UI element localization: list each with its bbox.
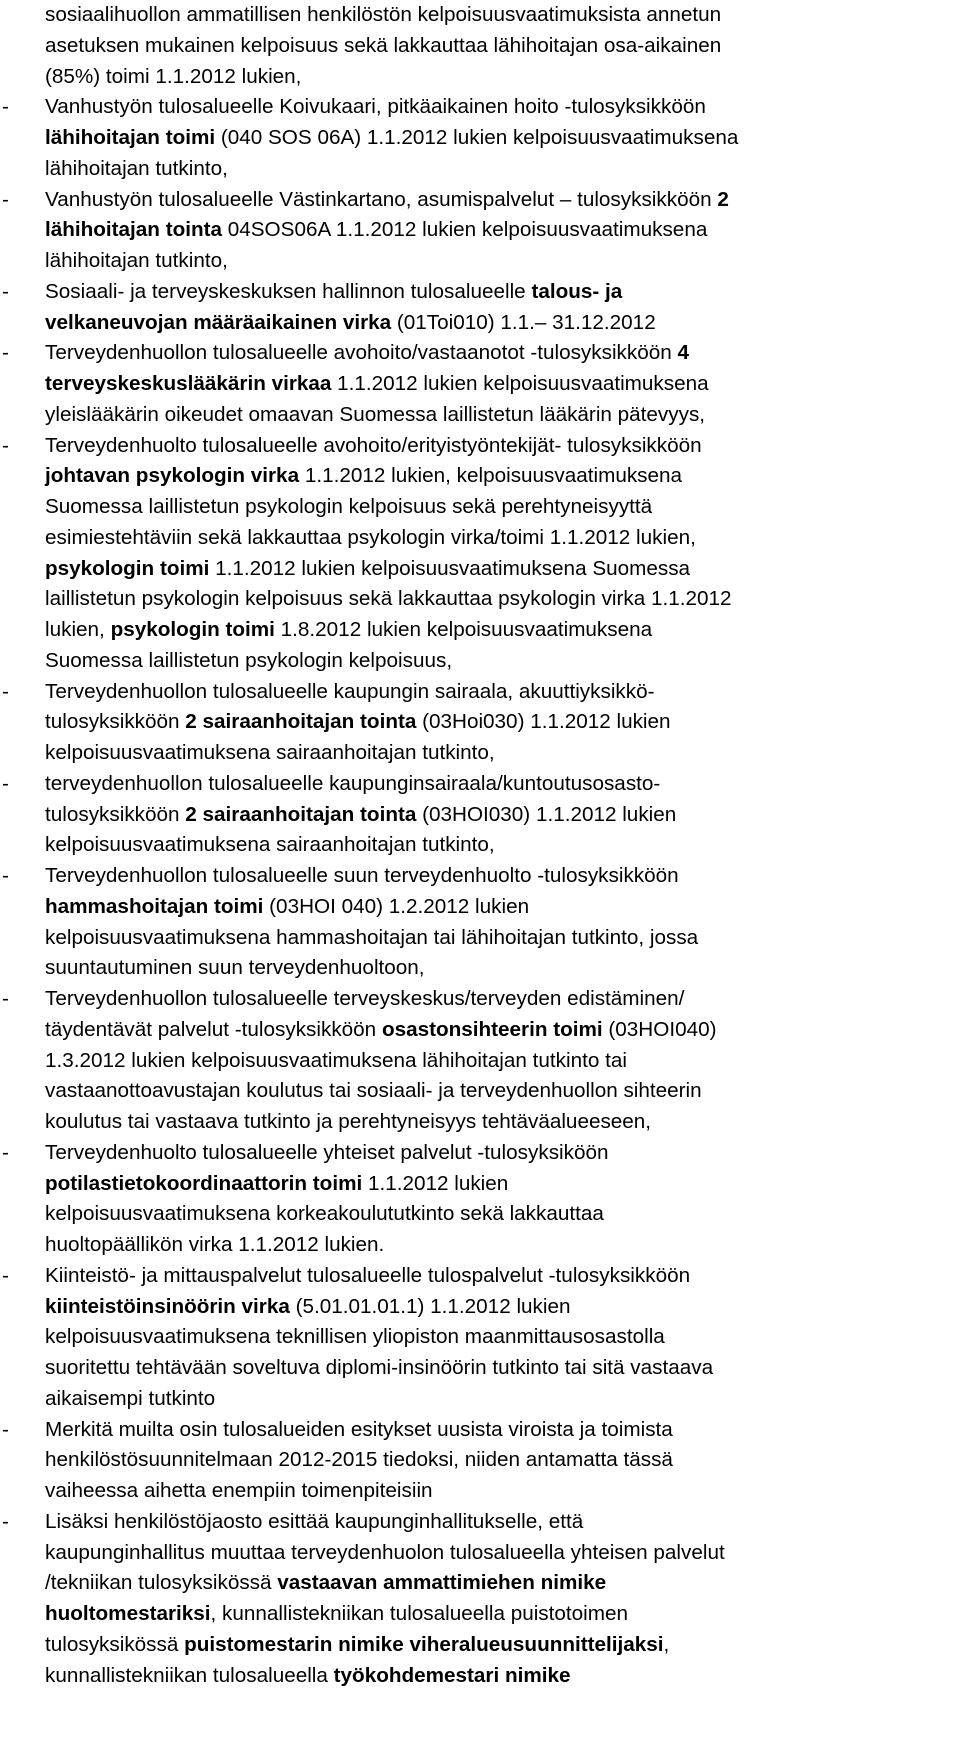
text-line: [45, 62, 301, 91]
bold-text: lähihoitajan toimi: [45, 126, 216, 149]
text-line: [45, 984, 684, 1013]
text-run: vaiheessa aihetta enempiin toimenpiteisiin: [45, 1479, 433, 1502]
text-line: [45, 769, 660, 798]
text-line: [45, 892, 529, 921]
text-run: 04SOS06A 1.1.2012 lukien kelpoisuusvaatimuksena: [222, 218, 708, 242]
text-line: [45, 400, 705, 429]
list-dash: -: [2, 341, 9, 365]
bold-text: terveyskeskuslääkärin virkaa: [45, 372, 332, 395]
bold-text: vastaavan ammattimiehen nimike: [277, 1571, 607, 1595]
text-run: (03HOI040): [602, 1017, 717, 1041]
bold-text: potilastietokoordinaattorin toimi: [45, 1171, 363, 1195]
text-line: [45, 1538, 725, 1567]
text-run: Suomessa laillistetun psykologin kelpoisuus sekä perehtyneisyyttä: [45, 495, 653, 518]
text-run: ,: [663, 1632, 670, 1656]
text-line: [45, 277, 622, 306]
bold-text: hammashoitajan toimi: [45, 894, 264, 918]
text-run: kaupunginhallitus muuttaa terveydenhuolon tulosalueella yhteisen palvelut: [45, 1540, 725, 1564]
text-run: tulosyksikköön: [45, 802, 186, 826]
text-line: [45, 92, 706, 121]
text-run: Terveydenhuolto tulosalueelle avohoito/erityistyöntekijät- tulosyksikköön: [45, 433, 702, 457]
text-line: [45, 1230, 384, 1259]
list-dash: -: [2, 679, 9, 703]
text-run: 1.1.2012 lukien: [362, 1171, 509, 1195]
text-run: kelpoisuusvaatimuksena hammashoitajan tai lähihoitajan tutkinto, jossa: [45, 925, 699, 949]
text-line: [45, 861, 679, 890]
text-run: Terveydenhuollon tulosalueelle suun terveydenhuolto -tulosyksikköön: [45, 864, 679, 887]
text-line: [45, 1661, 571, 1690]
text-line: [45, 1138, 609, 1167]
text-run: laillistetun psykologin kelpoisuus sekä lakkauttaa psykologin virka 1.1.2012: [45, 587, 732, 611]
text-line: [45, 923, 698, 952]
text-line: [45, 1568, 606, 1597]
text-line: [45, 492, 652, 521]
text-run: /tekniikan tulosyksikössä: [45, 1571, 278, 1595]
text-run: kelpoisuusvaatimuksena sairaanhoitajan tutkinto,: [45, 741, 495, 764]
bold-text: työkohdemestari nimike: [333, 1663, 571, 1687]
text-run: (03HOI 040) 1.2.2012 lukien: [263, 894, 530, 918]
bold-text: huoltomestariksi: [45, 1602, 211, 1625]
text-run: kelpoisuusvaatimuksena korkeakoulututkinto sekä lakkauttaa: [45, 1202, 604, 1226]
text-line: [45, 707, 671, 736]
text-line: [45, 800, 676, 829]
text-run: 1.1.2012 lukien kelpoisuusvaatimuksena: [331, 372, 709, 395]
text-run: suuntautuminen suun terveydenhuoltoon,: [45, 956, 425, 980]
text-run: Merkitä muilta osin tulosalueiden esitykset uusista viroista ja toimista: [45, 1417, 673, 1441]
list-dash: -: [2, 1140, 9, 1164]
text-run: tulosyksikköön: [45, 710, 186, 734]
text-line: [45, 185, 729, 214]
list-dash: -: [2, 1417, 9, 1441]
text-run: lähihoitajan tutkinto,: [45, 156, 228, 180]
text-run: Lisäksi henkilöstöjaosto esittää kaupunginhallitukselle, että: [45, 1509, 584, 1533]
bold-text: 2: [717, 187, 729, 211]
bold-text: 2 sairaanhoitajan tointa: [185, 710, 417, 734]
bold-text: 2 sairaanhoitajan tointa: [185, 802, 417, 826]
list-dash: -: [2, 1263, 9, 1287]
text-run: täydentävät palvelut -tulosyksikköön: [45, 1017, 382, 1041]
text-run: , kunnallistekniikan tulosalueella puistotoimen: [210, 1602, 628, 1625]
text-line: [45, 1507, 583, 1536]
text-run: Terveydenhuollon tulosalueelle avohoito/vastaanotot -tulosyksikköön: [45, 341, 678, 365]
bold-text: psykologin toimi: [110, 618, 275, 641]
text-run: (03Hoi030) 1.1.2012 lukien: [416, 710, 671, 734]
text-line: [45, 1046, 627, 1075]
text-line: [45, 953, 425, 982]
text-line: [45, 308, 656, 337]
bold-text: osastonsihteerin toimi: [381, 1017, 603, 1041]
text-line: [45, 31, 721, 60]
text-line: [45, 554, 690, 583]
text-run: (03HOI030) 1.1.2012 lukien: [416, 802, 677, 826]
text-line: [45, 1599, 628, 1628]
text-run: lähihoitajan tutkinto,: [45, 249, 228, 272]
text-line: [45, 1199, 604, 1228]
text-line: [45, 369, 709, 398]
text-line: [45, 615, 652, 644]
text-run: koulutus tai vastaava tutkinto ja perehtyneisyys tehtäväalueeseen,: [45, 1110, 652, 1133]
text-line: [45, 738, 495, 767]
text-run: huoltopäällikön virka 1.1.2012 lukien.: [45, 1233, 385, 1256]
list-dash: -: [2, 987, 9, 1010]
text-line: [45, 1415, 673, 1444]
text-line: [45, 0, 721, 29]
bold-text: puistomestarin nimike viheralueusuunnittelijaksi: [184, 1632, 664, 1656]
text-run: 1.1.2012 lukien, kelpoisuusvaatimuksena: [299, 464, 683, 488]
text-run: 1.8.2012 lukien kelpoisuusvaatimuksena: [274, 618, 653, 641]
text-run: lukien,: [45, 618, 111, 641]
text-line: [45, 338, 689, 367]
bold-text: 4: [677, 341, 690, 365]
text-run: 1.1.2012 lukien kelpoisuusvaatimuksena Suomessa: [209, 556, 691, 580]
list-dash: -: [2, 433, 9, 457]
text-run: 1.3.2012 lukien kelpoisuusvaatimuksena lähihoitajan tutkinto tai: [45, 1048, 627, 1072]
text-line: [45, 1169, 508, 1198]
text-line: [45, 154, 228, 183]
text-line: [45, 1384, 215, 1413]
list-dash: -: [2, 95, 9, 119]
text-line: [45, 431, 702, 460]
text-run: Sosiaali- ja terveyskeskuksen hallinnon tulosalueelle: [45, 279, 532, 303]
list-dash: -: [2, 771, 9, 795]
text-line: [45, 1261, 690, 1290]
text-line: [45, 1445, 673, 1474]
bold-text: talous- ja: [531, 279, 623, 303]
text-line: [45, 461, 682, 490]
text-line: [45, 1476, 433, 1505]
bold-text: psykologin toimi: [45, 556, 210, 580]
list-dash: -: [2, 864, 9, 887]
text-run: Terveydenhuollon tulosalueelle kaupungin sairaala, akuuttiyksikkö-: [45, 679, 655, 703]
text-line: [45, 830, 495, 859]
text-run: Kiinteistö- ja mittauspalvelut tulosalueelle tulospalvelut -tulosyksikköön: [45, 1263, 691, 1287]
list-dash: -: [2, 279, 9, 303]
text-run: asetuksen mukainen kelpoisuus sekä lakkauttaa lähihoitajan osa-aikainen: [45, 33, 722, 57]
text-line: [45, 123, 738, 152]
text-run: terveydenhuollon tulosalueelle kaupunginsairaala/kuntoutusosasto-: [45, 771, 661, 795]
text-line: [45, 1292, 571, 1321]
list-dash: -: [2, 1509, 9, 1533]
text-run: suoritettu tehtävään soveltuva diplomi-insinöörin tutkinto tai sitä vastaava: [45, 1356, 714, 1379]
text-run: Vanhustyön tulosalueelle Koivukaari, pitkäaikainen hoito -tulosyksikköön: [45, 95, 706, 119]
text-run: (01Toi010) 1.1.– 31.12.2012: [391, 310, 656, 334]
text-line: [45, 215, 707, 244]
text-run: Vanhustyön tulosalueelle Västinkartano, asumispalvelut – tulosyksikköön: [45, 187, 718, 211]
text-line: [45, 677, 655, 706]
text-run: sosiaalihuollon ammatillisen henkilöstön kelpoisuusvaatimuksista annetun: [45, 3, 722, 26]
text-run: Terveydenhuolto tulosalueelle yhteiset palvelut -tulosyksiköön: [45, 1140, 609, 1164]
text-line: [45, 523, 696, 552]
text-run: Terveydenhuollon tulosalueelle terveyskeskus/terveyden edistäminen/: [45, 987, 685, 1010]
bold-text: kiinteistöinsinöörin virka: [45, 1294, 290, 1318]
text-line: [45, 1322, 665, 1351]
text-run: Suomessa laillistetun psykologin kelpoisuus,: [45, 648, 453, 672]
text-run: (85%) toimi 1.1.2012 lukien,: [45, 64, 302, 88]
text-run: tulosyksikössä: [45, 1632, 185, 1656]
text-line: [45, 1107, 651, 1136]
text-run: kelpoisuusvaatimuksena sairaanhoitajan tutkinto,: [45, 833, 495, 857]
bold-text: velkaneuvojan määräaikainen virka: [45, 310, 392, 334]
text-line: [45, 584, 732, 613]
bold-text: johtavan psykologin virka: [45, 464, 300, 488]
text-run: esimiestehtäviin sekä lakkauttaa psykologin virka/toimi 1.1.2012 lukien,: [45, 525, 696, 549]
text-run: vastaanottoavustajan koulutus tai sosiaali- ja terveydenhuollon sihteerin: [45, 1079, 702, 1103]
text-line: [45, 1630, 669, 1659]
text-line: [45, 1015, 717, 1044]
text-run: yleislääkärin oikeudet omaavan Suomessa laillistetun lääkärin pätevyys,: [45, 402, 706, 426]
list-dash: -: [2, 187, 9, 211]
text-run: kunnallistekniikan tulosalueella: [45, 1663, 334, 1687]
bold-text: lähihoitajan tointa: [45, 218, 222, 242]
text-run: henkilöstösuunnitelmaan 2012-2015 tiedoksi, niiden antamatta tässä: [45, 1448, 673, 1472]
text-line: [45, 1353, 713, 1382]
text-line: [45, 246, 228, 275]
text-run: (040 SOS 06A) 1.1.2012 lukien kelpoisuusvaatimuksena: [215, 126, 739, 149]
text-line: [45, 1076, 702, 1105]
text-run: kelpoisuusvaatimuksena teknillisen yliopiston maanmittausosastolla: [45, 1325, 665, 1349]
text-run: aikaisempi tutkinto: [45, 1386, 216, 1410]
text-run: (5.01.01.01.1) 1.1.2012 lukien: [289, 1294, 571, 1318]
text-line: [45, 646, 452, 675]
